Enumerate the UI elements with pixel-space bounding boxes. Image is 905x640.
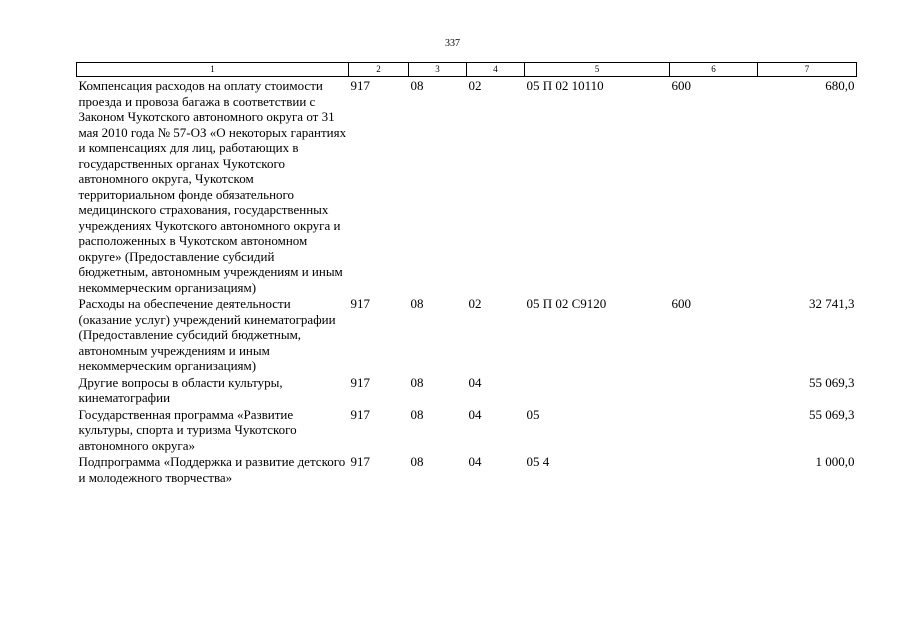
row-col6: 600 — [671, 78, 691, 93]
row-description: Подпрограмма «Поддержка и развитие детского и молодежного творчества» — [78, 454, 346, 485]
row-col6: 600 — [671, 296, 691, 311]
table-row — [77, 77, 857, 296]
header-cell-7: 7 — [758, 63, 857, 77]
row-amount: 32 741,3 — [809, 296, 855, 311]
row-col5: 05 4 — [526, 454, 550, 469]
table-row — [77, 374, 857, 406]
row-description: Расходы на обеспечение деятельности (оказание услуг) учреждений кинематографии (Предоставление субсидий бюджетным, автономным учреждениям и иным некоммерческим организациям) — [78, 296, 336, 373]
row-col2: 917 — [350, 296, 370, 311]
row-col3: 08 — [410, 454, 424, 469]
row-col4: 02 — [468, 78, 482, 93]
row-col5: 05 П 02 С9120 — [526, 296, 607, 311]
row-col3: 08 — [410, 296, 424, 311]
row-col3: 08 — [410, 406, 424, 422]
row-col2: 917 — [350, 454, 370, 469]
row-description: Государственная программа «Развитие культуры, спорта и туризма Чукотского автономного округа» — [78, 406, 297, 453]
page-number: 337 — [445, 38, 460, 49]
row-description: Другие вопросы в области культуры, кинематографии — [78, 374, 283, 405]
row-amount: 1 000,0 — [815, 454, 855, 469]
row-col4: 02 — [468, 296, 482, 311]
budget-table — [76, 62, 857, 485]
row-amount: 55 069,3 — [809, 374, 855, 390]
row-col5: 05 — [526, 406, 540, 422]
header-cell-6: 6 — [670, 63, 758, 77]
row-col3: 08 — [410, 78, 424, 93]
header-cell-4: 4 — [467, 63, 525, 77]
row-col4: 04 — [468, 374, 482, 390]
row-col4: 04 — [468, 406, 482, 422]
row-col6 — [670, 406, 758, 454]
row-col4: 04 — [468, 454, 482, 469]
header-cell-3: 3 — [409, 63, 467, 77]
table-row — [77, 453, 857, 485]
table-row — [77, 295, 857, 374]
row-col6 — [670, 453, 758, 485]
row-col2: 917 — [350, 78, 370, 93]
header-row — [77, 63, 857, 77]
table-row — [77, 406, 857, 454]
row-col6 — [670, 374, 758, 406]
row-col3: 08 — [410, 374, 424, 390]
row-col2: 917 — [350, 406, 370, 422]
header-cell-2: 2 — [349, 63, 409, 77]
row-amount: 55 069,3 — [809, 406, 855, 422]
row-col5: 05 П 02 10110 — [526, 78, 604, 93]
header-cell-1: 1 — [77, 63, 349, 77]
header-cell-5: 5 — [525, 63, 670, 77]
row-description: Компенсация расходов на оплату стоимости проезда и провоза багажа в соответствии с Законом Чукотского автономного округа от 31 мая 2010 года № 57-ОЗ «О некоторых гарантиях и компенсациях для лиц, работающих в государственных органах Чукотского автономного округа, Чукотском территориальном фонде обязательного медицинского страхования, государственных учреждениях Чукотского автономного округа и расположенных в Чукотском автономном округе» (Предоставление субсидий бюджетным, автономным учреждениям и иным некоммерческим организациям) — [78, 78, 347, 295]
row-col2: 917 — [350, 374, 370, 390]
row-amount: 680,0 — [825, 78, 855, 93]
row-col5 — [525, 374, 670, 406]
